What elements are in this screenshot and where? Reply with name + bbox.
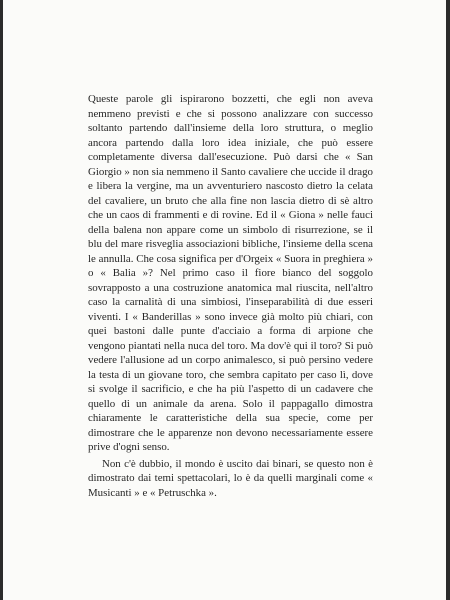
paragraph-2: Non c'è dubbio, il mondo è uscito dai binari, se questo non è dimostrato dai temi spettacolari, lo è da quelli marginali come « Musicanti » e « Petruschka ».	[88, 457, 373, 499]
scan-border-left	[0, 0, 3, 600]
body-text	[88, 92, 373, 500]
scan-border-right	[446, 0, 450, 600]
paragraph-1: Queste parole gli ispirarono bozzetti, che egli non aveva nemmeno previsti e che si possono analizzare con successo soltanto partendo dall'insieme della loro struttura, o meglio ancora partendo dalla loro idea iniziale, che può essere completamente diversa dall'esecuzione. Può darsi che « San Giorgio » non sia nemmeno il Santo cavaliere che uccide il drago e libera la vergine, ma un avventuriero nascosto dietro la celata del cavaliere, un bruto che alla fine non lascia dietro di sè altro che un caos di frammenti e di rovine. Ed il « Giona » nelle fauci della balena non appare come un simbolo di risurrezione, se il blu del mare risveglia associazioni bibliche, l'insieme della scena le annulla. Che cosa significa per d'Orgeix « Suora in preghiera » o « Balia »? Nel primo caso il fiore bianco del soggolo sovrapposto a una costruzione anatomica mal riuscita, nell'altro caso la carnalità di una simbiosi, l'inseparabilità di due esseri viventi. I « Banderillas » sono invece già molto più chiari, con quei bastoni dalle punte d'acciaio a forma di arpione che vengono piantati nella nuca del toro. Ma dov'è qui il toro? Si può vedere l'allusione ad un corpo animalesco, si può persino vedere la testa di un giovane toro, che sembra capitato per caso lì, dove si svolge il sacrificio, e che ha più l'aspetto di un cadavere che quello di un animale da arena. Solo il pappagallo dimostra chiaramente le caratteristiche della sua specie, come per dimostrare che le apparenze non devono necessariamente essere prive d'ogni senso.	[88, 93, 373, 453]
